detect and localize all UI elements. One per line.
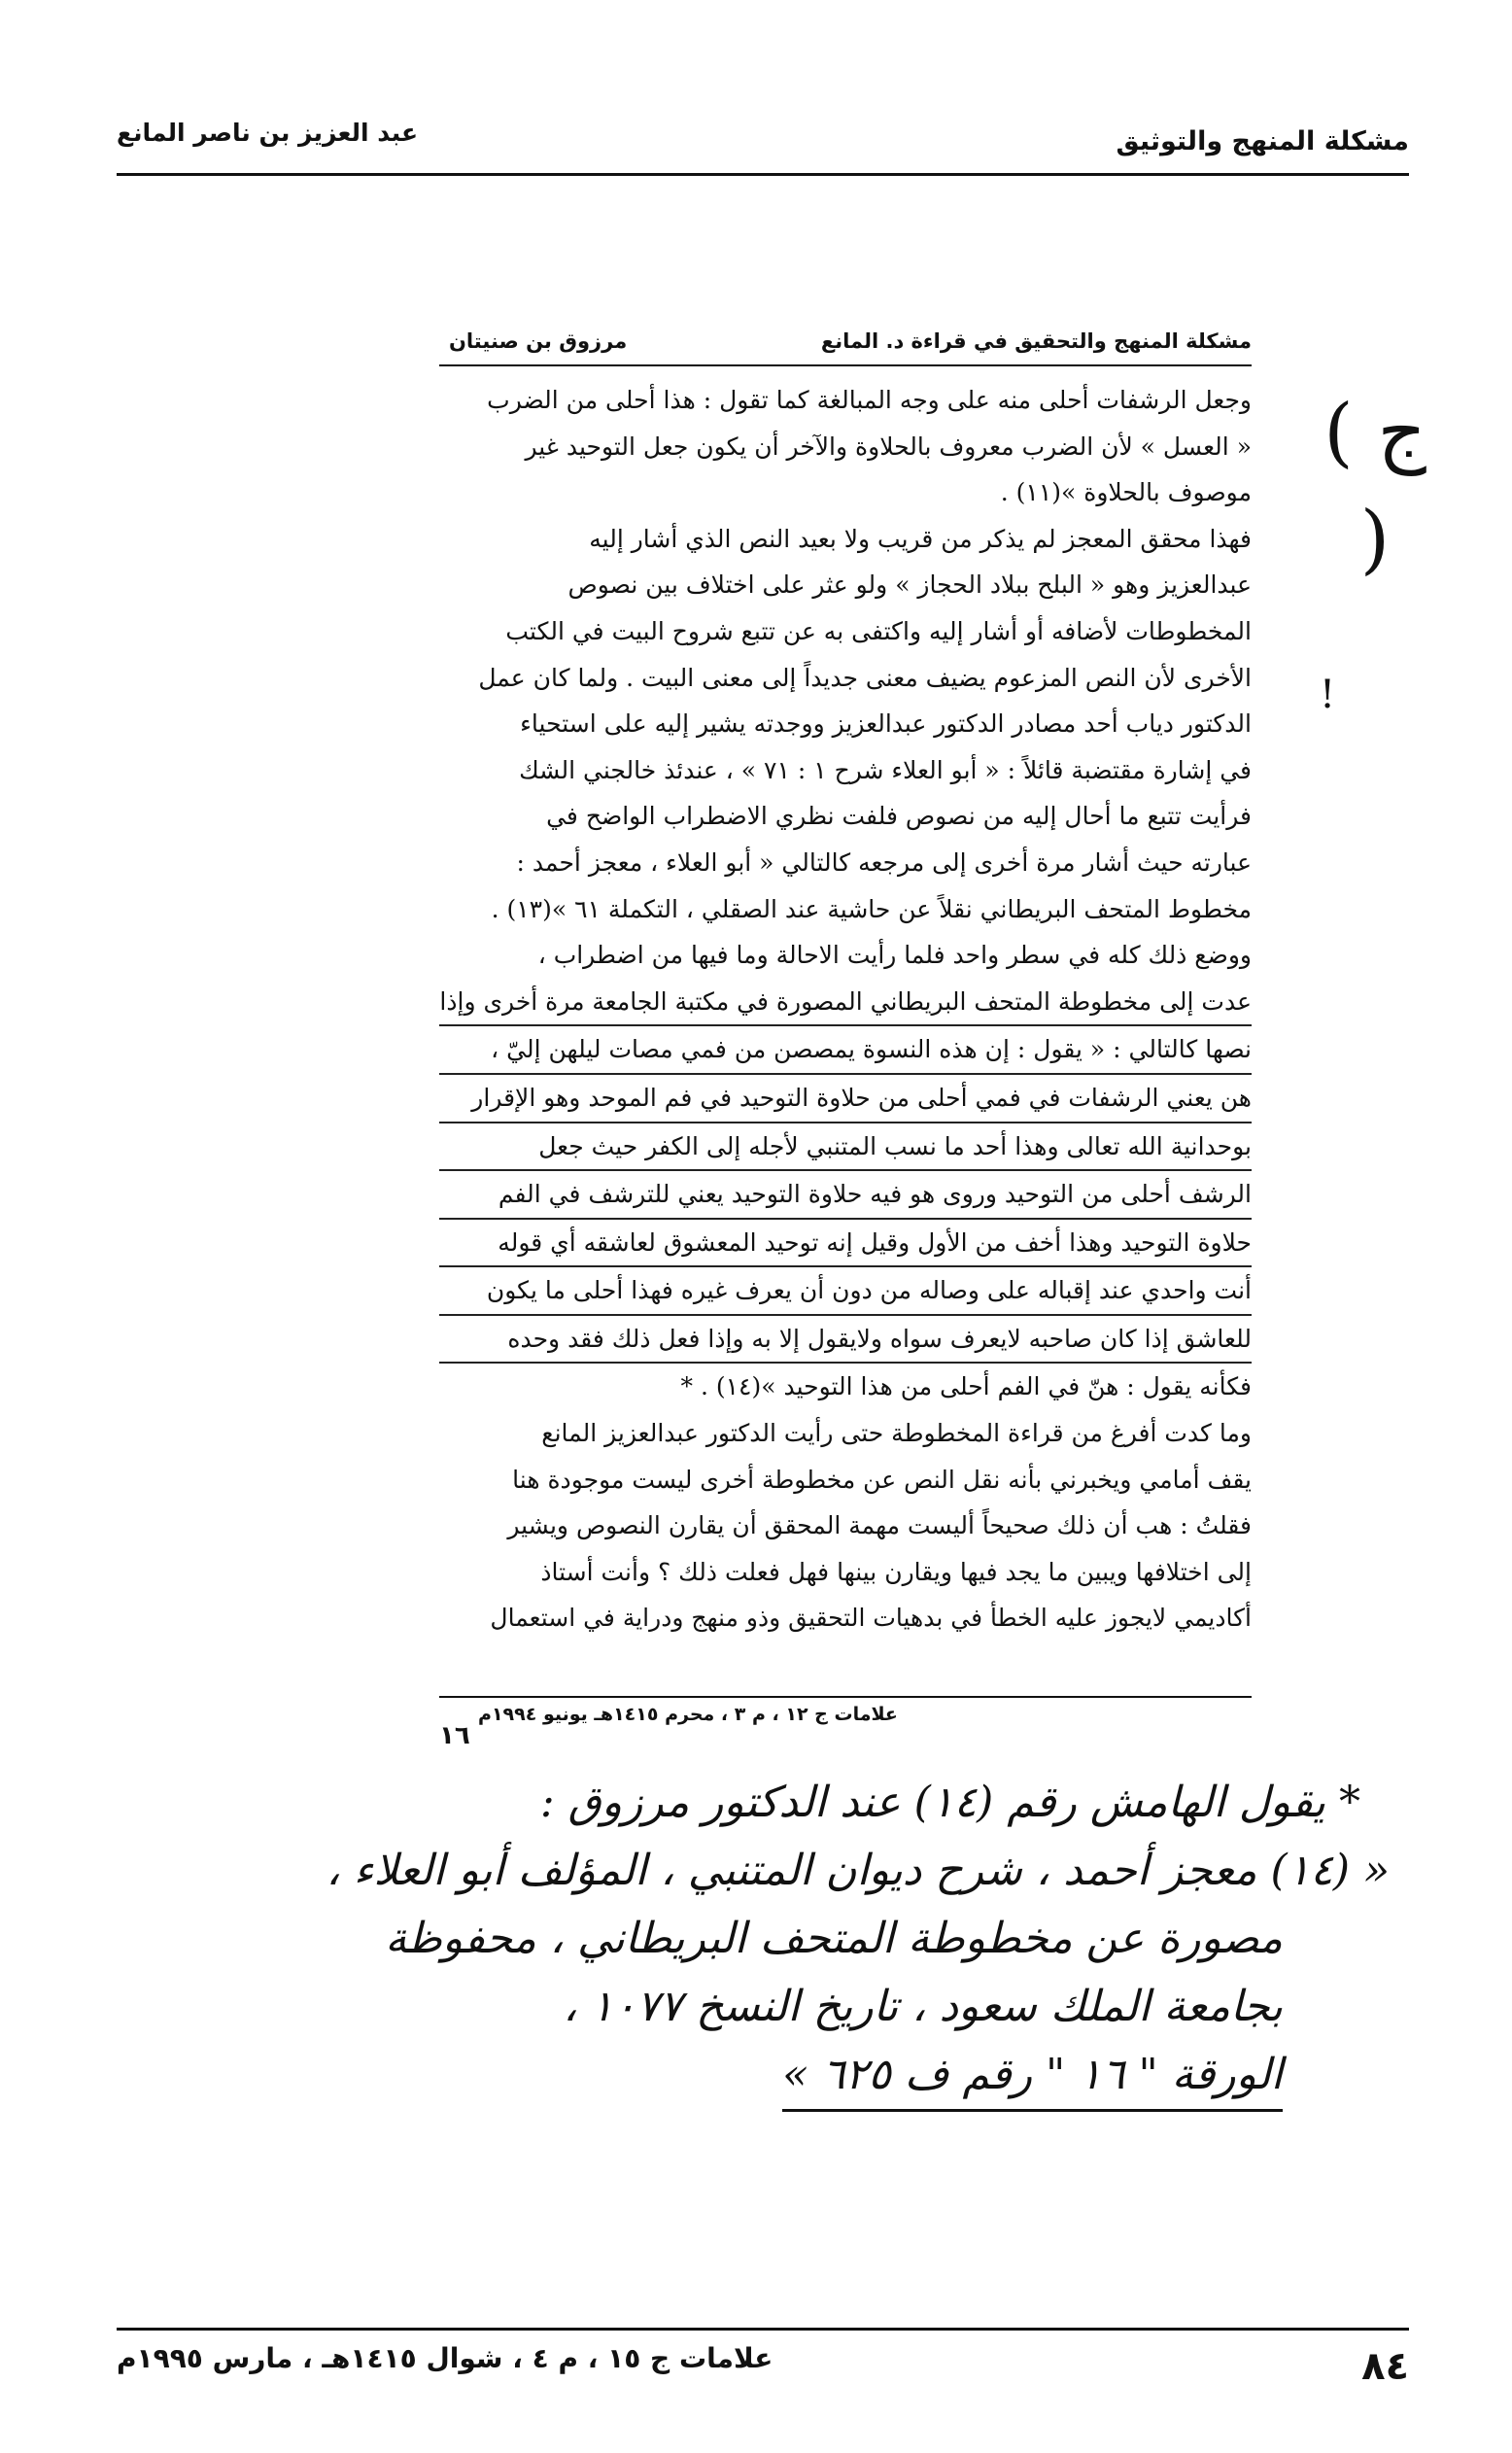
body-line: فهذا محقق المعجز لم يذكر من قريب ولا بعيد النص الذي أشار إليه	[589, 524, 1252, 553]
body-line-underlined: للعاشق إذا كان صاحبه لايعرف سواه ولايقول إلا به وإذا فعل ذلك فقد وحده	[439, 1316, 1252, 1365]
page-number: ٨٤	[1361, 2344, 1409, 2389]
body-line-underlined: بوحدانية الله تعالى وهذا أحد ما نسب المتنبي لأجله إلى الكفر حيث جعل	[439, 1123, 1252, 1172]
handwritten-note-line: مصورة عن مخطوطة المتحف البريطاني ، محفوظة	[385, 1914, 1283, 1963]
body-line: إلى اختلافها ويبين ما يجد فيها ويقارن بينها فهل فعلت ذلك ؟ وأنت أستاذ	[540, 1557, 1252, 1586]
quoted-article-footer	[439, 1696, 1252, 1752]
handwritten-note-line: الورقة " ١٦ " رقم ف ٦٢٥ »	[782, 2041, 1283, 2112]
quoted-article-title: مشكلة المنهج والتحقيق في قراءة د. المانع	[820, 329, 1252, 353]
body-line: عبارته حيث أشار مرة أخرى إلى مرجعه كالتالي « أبو العلاء ، معجز أحمد :	[516, 847, 1252, 877]
body-line-underlined: أنت واحدي عند إقباله على وصاله من دون أن يعرف غيره فهذا أحلى ما يكون	[439, 1267, 1252, 1316]
quoted-article-header	[439, 324, 1252, 366]
body-line: مخطوط المتحف البريطاني نقلاً عن حاشية عند الصقلي ، التكملة ٦١ »(١٣) .	[491, 894, 1252, 923]
body-line: في إشارة مقتضبة قائلاً : « أبو العلاء شرح ١ : ٧١ » ، عندئذ خالجني الشك	[519, 755, 1252, 784]
margin-exclamation-mark: !	[1320, 673, 1336, 717]
body-line: يقف أمامي ويخبرني بأنه نقل النص عن مخطوطة أخرى ليست موجودة هنا	[512, 1465, 1252, 1494]
handwritten-note-line: * يقول الهامش رقم (١٤) عند الدكتور مرزوق :	[539, 1778, 1360, 1827]
body-line: فرأيت تتبع ما أحال إليه من نصوص فلفت نظري الاضطراب الواضح في	[546, 802, 1252, 831]
handwritten-note	[292, 1769, 1390, 2112]
quoted-page-number: ١٦	[439, 1721, 470, 1750]
body-line: موصوف بالحلاوة »(١١) .	[1000, 478, 1252, 507]
body-line: عبدالعزيز وهو « البلح ببلاد الحجاز » ولو عثر على اختلاف بين نصوص	[567, 570, 1252, 600]
handwritten-note-line: بجامعة الملك سعود ، تاريخ النسخ ١٠٧٧ ،	[563, 1982, 1283, 2031]
quoted-article-body	[439, 377, 1252, 1641]
quoted-journal-citation: علامات ج ١٢ ، م ٣ ، محرم ١٤١٥هـ يونيو ١٩٩٤م	[478, 1704, 898, 1725]
page-header	[117, 115, 1409, 176]
body-line: الأخرى لأن النص المزعوم يضيف معنى جديداً إلى معنى البيت . ولما كان عمل	[478, 663, 1252, 692]
author-name: عبد العزيز بن ناصر المانع	[117, 119, 419, 147]
body-line-underlined: الرشف أحلى من التوحيد وروى هو فيه حلاوة التوحيد يعني للترشف في الفم	[439, 1171, 1252, 1220]
body-line: أكاديمي لايجوز عليه الخطأ في بدهيات التحقيق وذو منهج ودراية في استعمال	[490, 1604, 1252, 1633]
body-line: فقلتُ : هب أن ذلك صحيحاً أليست مهمة المحقق أن يقارن النصوص ويشير	[507, 1511, 1252, 1540]
margin-letter-mark: ( ج )	[1323, 389, 1426, 583]
body-line-underlined: حلاوة التوحيد وهذا أخف من الأول وقيل إنه توحيد المعشوق لعاشقه أي قوله	[439, 1220, 1252, 1268]
handwritten-note-line: « (١٤) معجز أحمد ، شرح ديوان المتنبي ، المؤلف أبو العلاء ،	[326, 1846, 1390, 1895]
body-line: فكأنه يقول : هنّ في الفم أحلى من هذا التوحيد »(١٤) . *	[680, 1372, 1252, 1401]
body-line-underlined: نصها كالتالي : « يقول : إن هذه النسوة يمصصن من فمي مصات ليلهن إليّ ،	[439, 1026, 1252, 1075]
body-line-underlined: عدت إلى مخطوطة المتحف البريطاني المصورة في مكتبة الجامعة مرة أخرى وإذا	[439, 979, 1252, 1027]
page-footer	[117, 2328, 1409, 2399]
body-line: وجعل الرشفات أحلى منه على وجه المبالغة كما تقول : هذا أحلى من الضرب	[487, 386, 1252, 414]
running-title: مشكلة المنهج والتوثيق	[1116, 126, 1409, 156]
body-line-underlined: هن يعني الرشفات في فمي أحلى من حلاوة التوحيد في فم الموحد وهو الإقرار	[439, 1075, 1252, 1123]
body-line: ووضع ذلك كله في سطر واحد فلما رأيت الاحالة وما فيها من اضطراب ،	[537, 941, 1252, 970]
body-line: وما كدت أفرغ من قراءة المخطوطة حتى رأيت الدكتور عبدالعزيز المانع	[541, 1419, 1252, 1448]
body-line: المخطوطات لأضافه أو أشار إليه واكتفى به عن تتبع شروح البيت في الكتب	[505, 616, 1252, 645]
quoted-article-author: مرزوق بن صنيتان	[449, 329, 628, 353]
body-line: الدكتور دياب أحد مصادر الدكتور عبدالعزيز ووجدته يشير إليه على استحياء	[520, 709, 1252, 739]
journal-citation: علامات ج ١٥ ، م ٤ ، شوال ١٤١٥هـ ، مارس ١٩٩٥م	[117, 2342, 773, 2374]
body-line: « العسل » لأن الضرب معروف بالحلاوة والآخر أن يكون جعل التوحيد غير	[525, 432, 1252, 461]
